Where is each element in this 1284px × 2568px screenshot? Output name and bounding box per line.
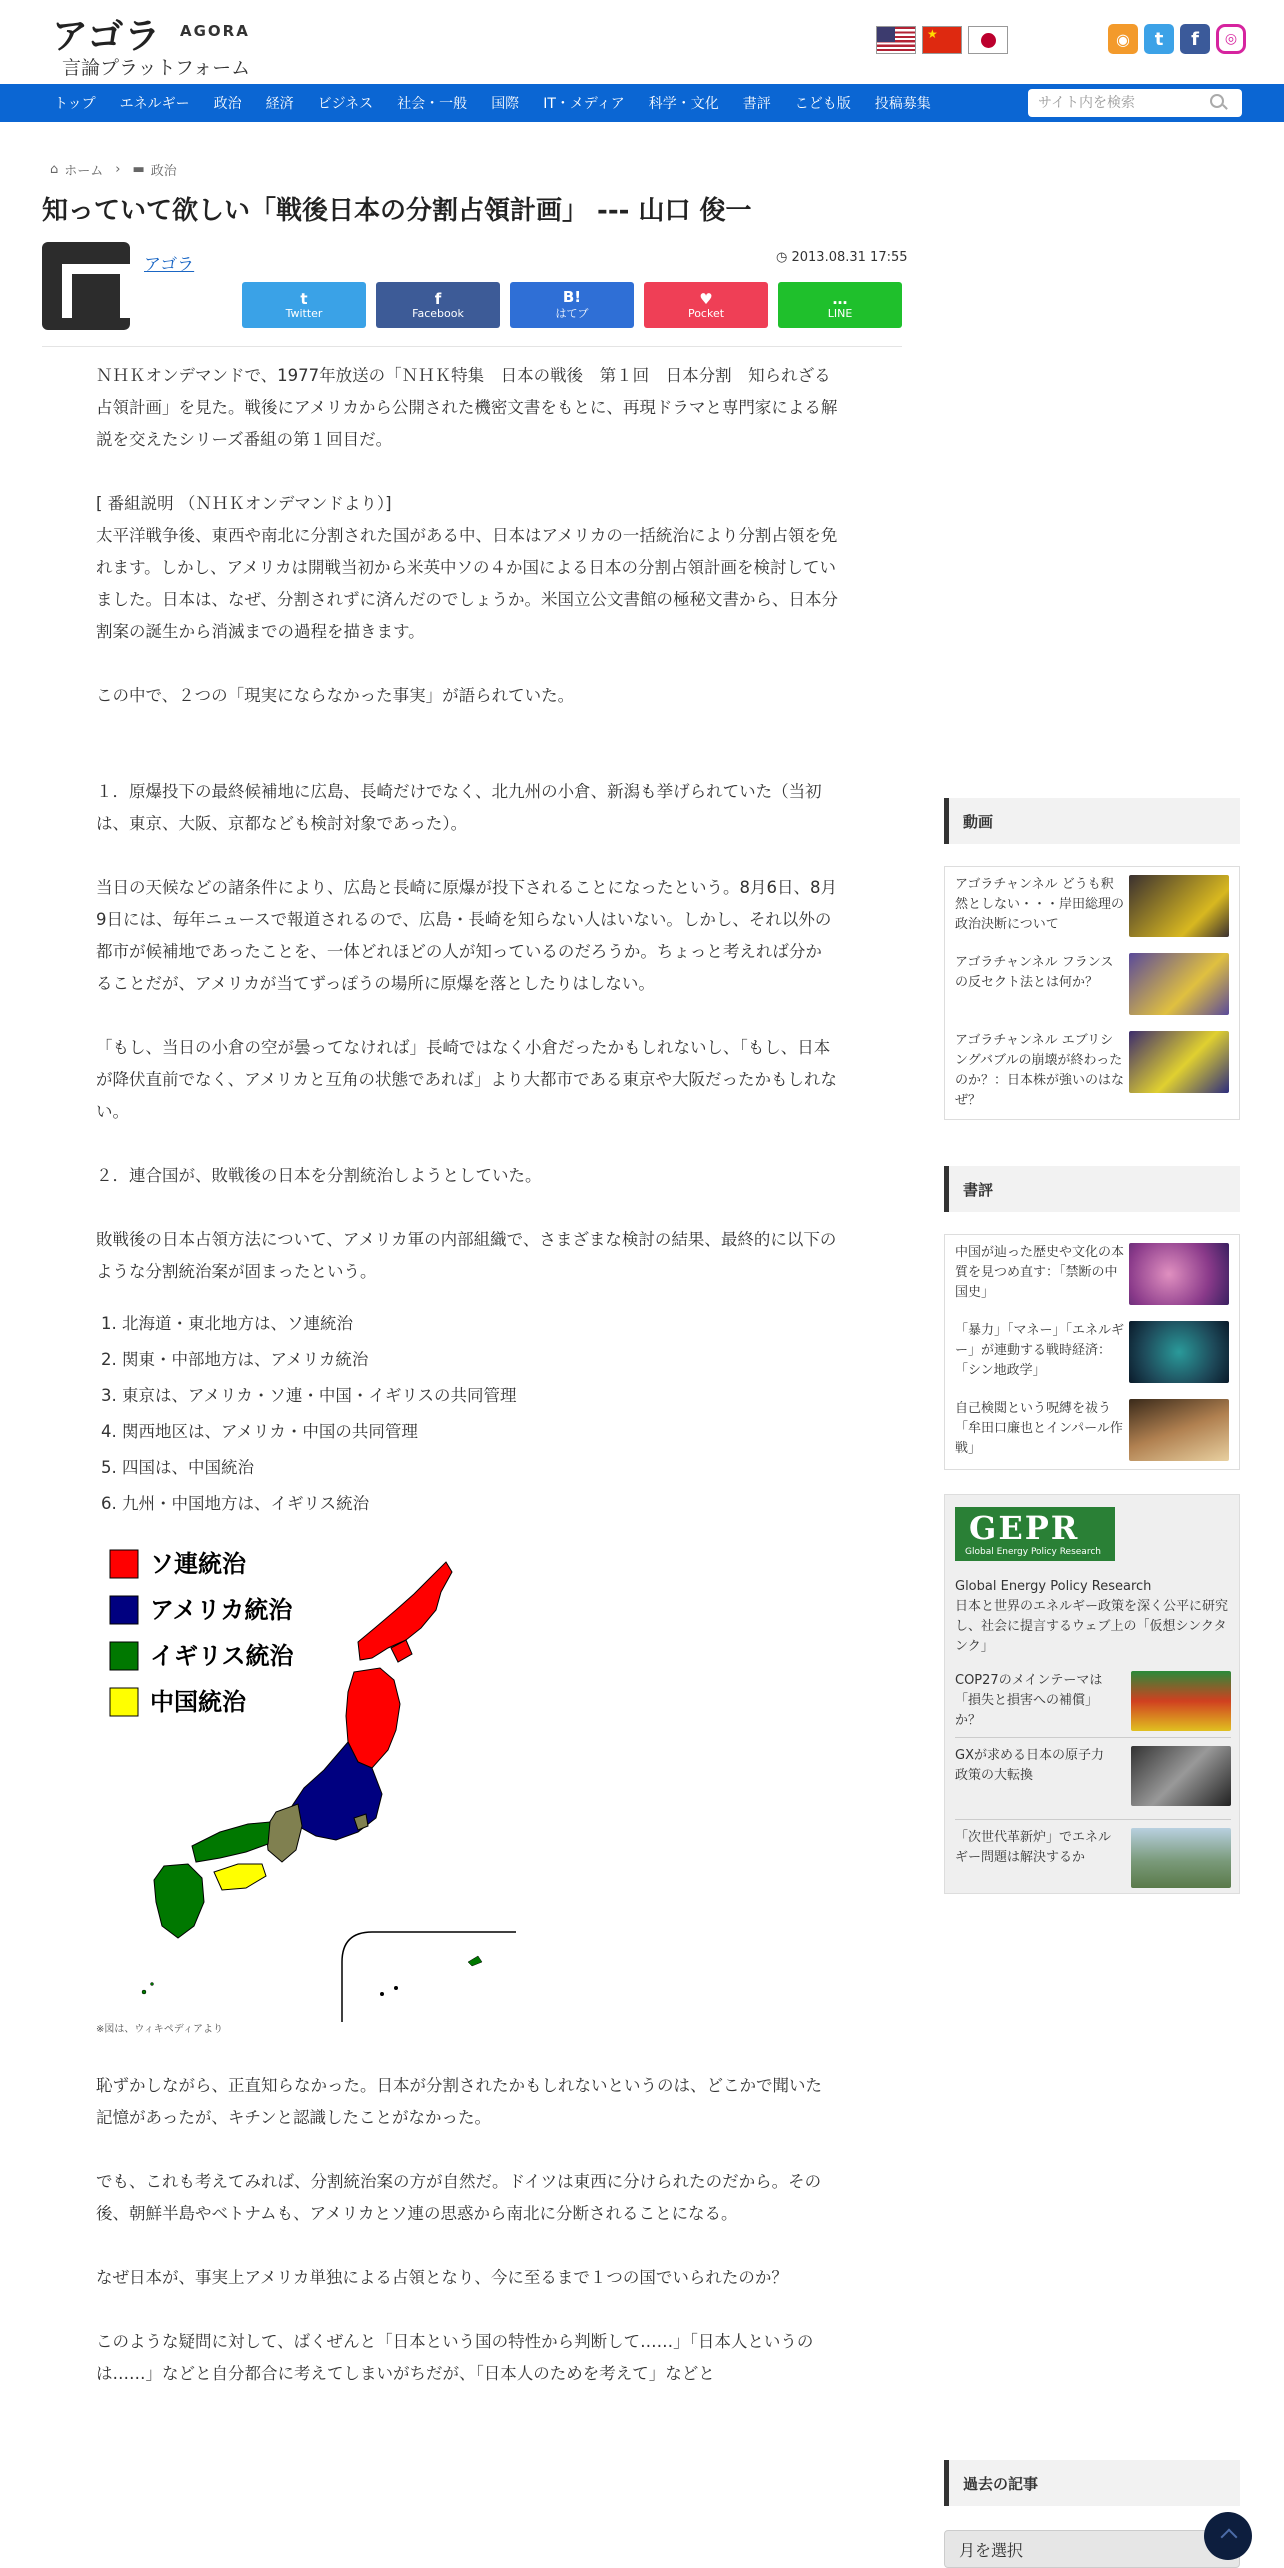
instagram-icon[interactable]: ◎: [1216, 24, 1246, 54]
china-flag-icon[interactable]: [922, 26, 962, 54]
facebook-icon[interactable]: f: [1180, 24, 1210, 54]
paragraph: なぜ日本が、事実上アメリカ単独による占領となり、今に至るまで１つの国でいられたのか？: [96, 2268, 788, 2287]
share-pocket-button[interactable]: [644, 282, 768, 328]
divider: [42, 346, 902, 347]
folder-icon: ▬: [132, 162, 145, 177]
review-title: 自己検閲という呪縛を祓う「牟田口廉也とインパール作戦」: [955, 1401, 1123, 1456]
nav-menu: [42, 84, 943, 122]
gepr-thumbnail: [1131, 1671, 1231, 1731]
review-list: [944, 1234, 1240, 1470]
video-heading: 動画: [944, 798, 1240, 844]
site-logo[interactable]: [52, 8, 272, 78]
page-title: 知っていて欲しい「戦後日本の分割占領計画」 --- 山口 俊一: [42, 196, 752, 226]
nav-item-science[interactable]: 科学・文化: [648, 96, 719, 112]
map-region-kyushu: [154, 1864, 204, 1938]
gepr-thumbnail: [1131, 1828, 1231, 1888]
review-thumbnail: [1129, 1321, 1229, 1383]
paragraph: 当日の天候などの諸条件により、広島と長崎に原爆が投下されることになったという。8月6日、8月9日には、毎年ニュースで報道されるので、広島・長崎を知らない人はいない。しかし、それ以外の都市が候補地であったことを、一体どれほどの人が知っているのだろうか。ちょっと考えれば分かることだが、アメリカが当てずっぽうの場所に原爆を落としたりはしない。: [96, 878, 837, 993]
paragraph: ＮＨＫオンデマンドで、1977年放送の「ＮＨＫ特集 日本の戦後 第１回 日本分割 知られざる占領計画」を見た。戦後にアメリカから公開された機密文書をもとに、再現ドラマと専門家による解説を交えたシリーズ番組の第１回目だ。: [96, 366, 838, 449]
review-title: 「暴力」「マネー」「エネルギー」が連動する戦時経済：「シン地政学」: [955, 1323, 1125, 1378]
review-item[interactable]: [945, 1313, 1239, 1391]
gepr-logo-text: GEPR: [969, 1509, 1080, 1547]
review-heading: 書評: [944, 1166, 1240, 1212]
breadcrumb-home[interactable]: ホーム: [64, 164, 104, 179]
review-thumbnail: [1129, 1399, 1229, 1461]
share-label: はてブ: [555, 307, 589, 320]
gepr-item[interactable]: [955, 1737, 1231, 1806]
list-item: 6. 九州・中国地方は、イギリス統治: [122, 1486, 838, 1522]
breadcrumb-category[interactable]: 政治: [150, 164, 177, 179]
clock-icon: ◷: [776, 250, 792, 265]
gepr-title: Global Energy Policy Research: [955, 1579, 1152, 1594]
gepr-item-title: GXが求める日本の原子力政策の大転換: [955, 1748, 1104, 1783]
rss-icon[interactable]: ◉: [1108, 24, 1138, 54]
list-item: 5. 四国は、中国統治: [122, 1450, 838, 1486]
nav-item-reviews[interactable]: 書評: [742, 96, 771, 112]
us-flag-icon[interactable]: [876, 26, 916, 54]
paragraph: 「もし、当日の小倉の空が曇ってなければ」長崎ではなく小倉だったかもしれないし、「もし、日本が降伏直前でなく、アメリカと互角の状態であれば」より大都市である東京や大阪だったかもしれない。: [96, 1038, 838, 1121]
share-label: Facebook: [412, 306, 464, 320]
video-item[interactable]: [945, 867, 1239, 945]
nav-item-kids[interactable]: こども版: [794, 96, 851, 112]
legend-swatch: [110, 1550, 138, 1578]
nav-item-energy[interactable]: エネルギー: [119, 96, 190, 112]
map-island: [151, 1983, 154, 1986]
legend-label: 中国統治: [150, 1688, 246, 1716]
gepr-item[interactable]: [955, 1819, 1231, 1888]
video-title: アゴラチャンネル エブリシングバブルの崩壊が終わったのか？：日本株が強いのはなぜ？: [955, 1033, 1125, 1108]
map-caption: ※図は、ウィキペディアより: [96, 2024, 223, 2035]
gepr-item-title: 「次世代革新炉」でエネルギー問題は解決するか: [955, 1830, 1112, 1865]
share-facebook-button[interactable]: [376, 282, 500, 328]
gepr-item[interactable]: [955, 1663, 1231, 1731]
map-region-chugoku: [192, 1822, 270, 1862]
map-island: [380, 1992, 384, 1996]
paragraph: １．原爆投下の最終候補地に広島、長崎だけでなく、北九州の小倉、新潟も挙げられていた（当初は、東京、大阪、京都なども検討対象であった）。: [96, 782, 822, 833]
list-item: 3. 東京は、アメリカ・ソ連・中国・イギリスの共同管理: [122, 1378, 838, 1414]
nav-item-economy[interactable]: 経済: [265, 96, 294, 112]
paragraph: 恥ずかしながら、正直知らなかった。日本が分割されたかもしれないというのは、どこかで聞いた記憶があったが、キチンと認識したことがなかった。: [96, 2076, 822, 2127]
twitter-icon: t: [300, 289, 308, 308]
map-legend: [110, 1550, 295, 1716]
japan-flag-icon[interactable]: [968, 26, 1008, 54]
gepr-thumbnail: [1131, 1746, 1231, 1806]
paragraph: この中で、２つの「現実にならなかった事実」が語られていた。: [96, 686, 575, 705]
video-item[interactable]: [945, 945, 1239, 1023]
review-item[interactable]: [945, 1391, 1239, 1469]
share-label: Twitter: [285, 306, 323, 320]
legend-swatch: [110, 1596, 138, 1624]
video-title: アゴラチャンネル どうも釈然としない・・・岸田総理の政治決断について: [955, 877, 1125, 932]
gepr-logo[interactable]: [955, 1507, 1115, 1561]
review-item[interactable]: [945, 1235, 1239, 1313]
paragraph: ２．連合国が、敗戦後の日本を分割統治しようとしていた。: [96, 1166, 542, 1185]
nav-item-international[interactable]: 国際: [491, 96, 520, 112]
twitter-icon[interactable]: t: [1144, 24, 1174, 54]
legend-label: ソ連統治: [150, 1550, 246, 1578]
paragraph: 太平洋戦争後、東西や南北に分割された国がある中、日本はアメリカの一括統治により分割占領を免れます。しかし、アメリカは開戦当初から米英中ソの４か国による日本の分割占領計画を検討していました。日本は、なぜ、分割されずに済んだのでしょうか。米国立公文書館の極秘文書から、日本分割案の誕生から消滅までの過程を描きます。: [96, 526, 839, 641]
main-nav: [0, 84, 1284, 122]
gepr-widget: [944, 1494, 1240, 1894]
nav-item-business[interactable]: ビジネス: [317, 96, 374, 112]
review-thumbnail: [1129, 1243, 1229, 1305]
nav-item-top[interactable]: トップ: [54, 96, 96, 112]
occupation-plan-list: [122, 1306, 838, 1522]
home-icon: ⌂: [50, 162, 59, 177]
post-date: [776, 250, 908, 265]
map-inset-frame: [342, 1932, 516, 2022]
logo-text: アゴラ: [52, 16, 162, 57]
search-icon[interactable]: [1210, 94, 1224, 108]
list-item: 4. 関西地区は、アメリカ・中国の共同管理: [122, 1414, 838, 1450]
facebook-icon: f: [434, 289, 442, 308]
map-island: [142, 1990, 146, 1994]
language-flags: [876, 26, 1008, 54]
breadcrumb: [50, 160, 177, 179]
video-list: [944, 866, 1240, 1120]
video-thumbnail: [1129, 1031, 1229, 1093]
map-region-kansai: [266, 1804, 302, 1862]
legend-swatch: [110, 1642, 138, 1670]
map-region-tohoku: [346, 1668, 400, 1768]
list-item: 2. 関東・中部地方は、アメリカ統治: [122, 1342, 838, 1378]
author-avatar[interactable]: [42, 242, 130, 330]
video-thumbnail: [1129, 875, 1229, 937]
share-label: Pocket: [687, 306, 725, 320]
review-title: 中国が辿った歴史や文化の本質を見つめ直す：「禁断の中国史」: [955, 1245, 1125, 1300]
share-line-button[interactable]: [778, 282, 902, 328]
post-date-text: 2013.08.31 17:55: [791, 250, 908, 265]
line-icon: …: [832, 289, 848, 308]
paragraph: でも、これも考えてみれば、分割統治案の方が自然だ。ドイツは東西に分けられたのだから。その後、朝鮮半島やベトナムも、アメリカとソ連の思惑から南北に分断されることになる。: [96, 2172, 822, 2223]
legend-label: アメリカ統治: [150, 1596, 293, 1624]
paragraph-heading: [ 番組説明 （ＮＨＫオンデマンドより）]: [96, 494, 392, 513]
nav-item-politics[interactable]: 政治: [213, 96, 242, 112]
chevron-right-icon: ›: [115, 162, 121, 177]
article-body: [96, 360, 838, 2390]
share-twitter-button[interactable]: [242, 282, 366, 328]
site-header: [0, 0, 1284, 82]
paragraph: このような疑問に対して、ばくぜんと「日本という国の特性から判断して……」「日本人というのは……」などと自分都合に考えてしまいがちだが、「日本人のためを考えて」などと: [96, 2332, 814, 2383]
map-island: [468, 1956, 482, 1966]
nav-item-society[interactable]: 社会・一般: [397, 96, 468, 112]
logo-subtitle: 言論プラットフォーム: [62, 57, 251, 79]
nav-item-it-media[interactable]: IT・メディア: [543, 96, 625, 112]
share-hatena-button[interactable]: [510, 282, 634, 328]
share-buttons: [242, 282, 902, 328]
map-region-shikoku: [214, 1864, 266, 1890]
legend-label: イギリス統治: [150, 1642, 294, 1670]
hatena-icon: B!: [562, 288, 582, 306]
archive-month-select[interactable]: 月を選択: [944, 2530, 1240, 2568]
video-title: アゴラチャンネル フランスの反セクト法とは何か？: [955, 955, 1114, 990]
map-svg: [96, 1532, 526, 2022]
map-island: [394, 1986, 398, 1990]
pocket-icon: ♥: [699, 289, 713, 308]
gepr-description: 日本と世界のエネルギー政策を深く公平に研究し、社会に提言するウェブ上の「仮想シンクタンク」: [955, 1599, 1229, 1654]
archive-heading: 過去の記事: [944, 2460, 1240, 2506]
japan-occupation-map: [96, 1532, 526, 2022]
scroll-to-top-button[interactable]: [1204, 2512, 1252, 2560]
gepr-item-title: COP27のメインテーマは「損失と損害への補償」か？: [955, 1673, 1103, 1728]
logo-latin-text: AGORA: [180, 22, 250, 40]
gepr-logo-subtext: Global Energy Policy Research: [965, 1547, 1101, 1557]
author-link[interactable]: アゴラ: [144, 255, 195, 275]
video-item[interactable]: [945, 1023, 1239, 1119]
video-thumbnail: [1129, 953, 1229, 1015]
list-item: 1. 北海道・東北地方は、ソ連統治: [122, 1306, 838, 1342]
legend-swatch: [110, 1688, 138, 1716]
nav-item-submit[interactable]: 投稿募集: [874, 96, 931, 112]
paragraph: 敗戦後の日本占領方法について、アメリカ軍の内部組織で、さまざまな検討の結果、最終的に以下のような分割統治案が固まったという。: [96, 1230, 837, 1281]
social-links: [1108, 24, 1246, 54]
share-label: LINE: [827, 306, 853, 320]
